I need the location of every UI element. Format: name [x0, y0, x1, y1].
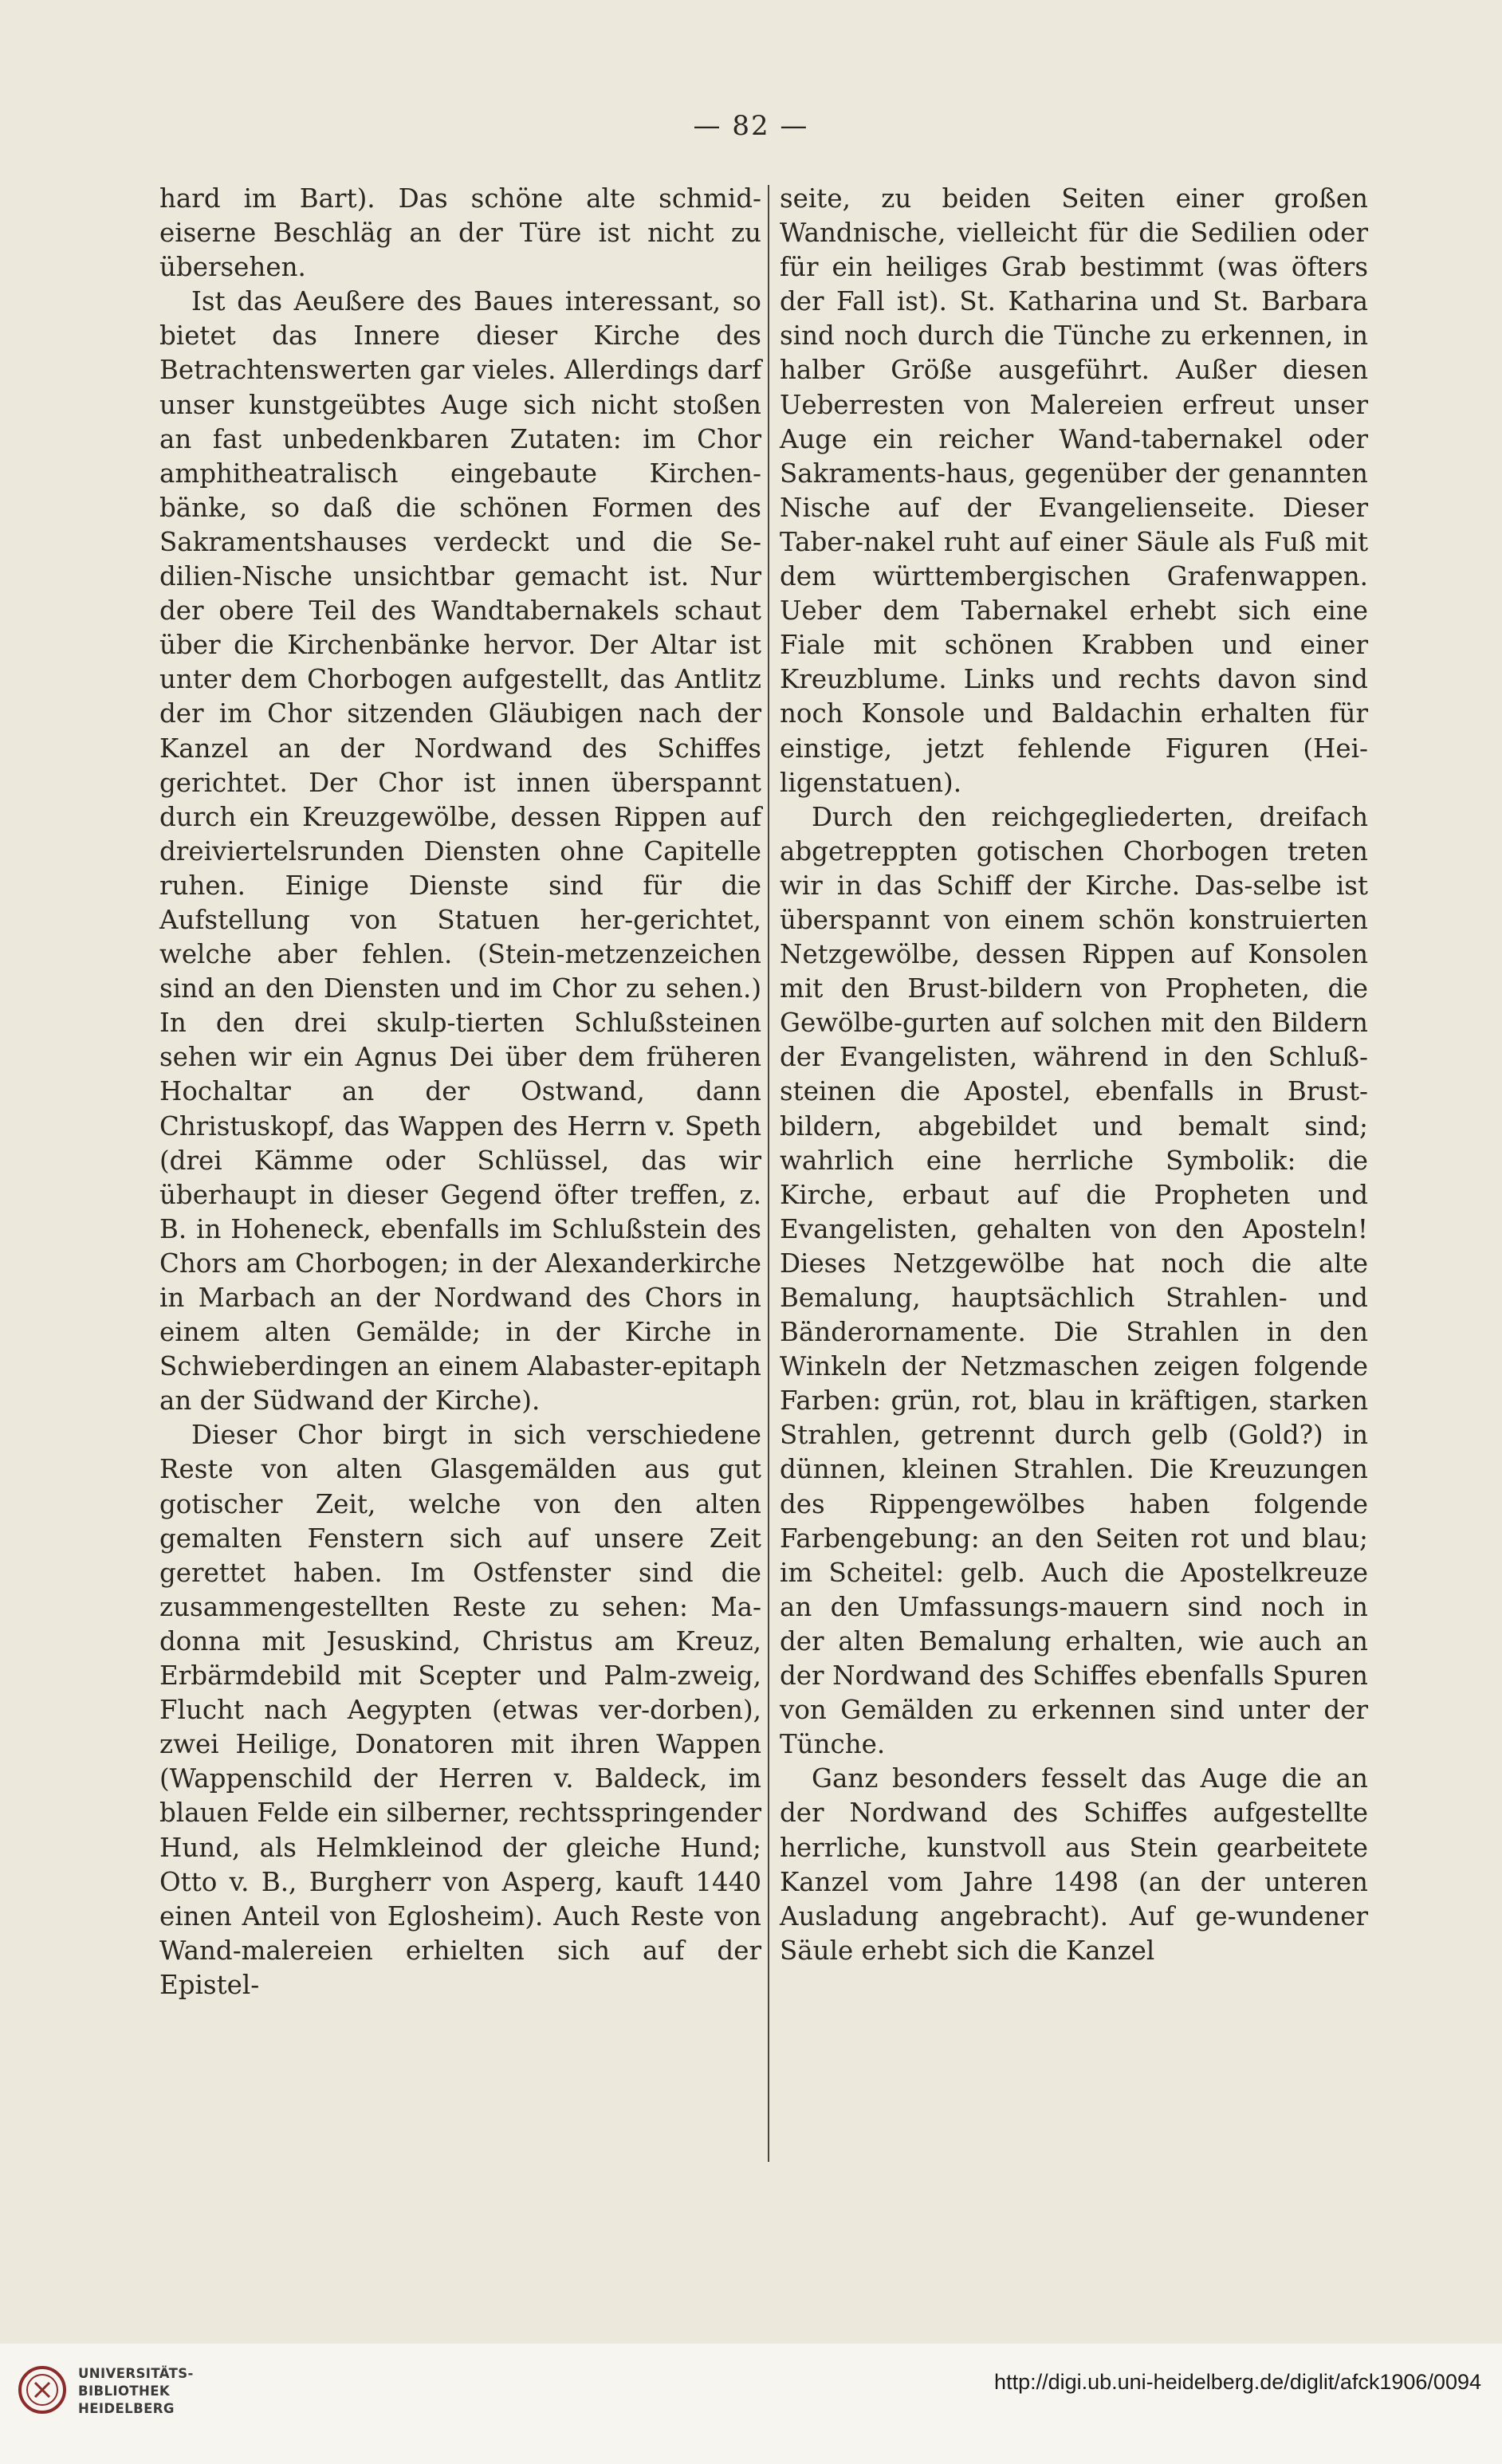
logo-line: UNIVERSITÄTS- — [78, 2366, 194, 2381]
right-column — [780, 182, 1368, 1968]
source-url-link[interactable]: http://digi.ub.uni-heidelberg.de/diglit/afck1906/0094 — [994, 2370, 1481, 2394]
logo-line: HEIDELBERG — [78, 2401, 175, 2416]
column-divider — [768, 185, 769, 2162]
paragraph: Durch den reichgegliederten, dreifach abgetreppten gotischen Chorbogen treten wir in das Schiff der Kirche. Das-selbe ist überspannt von einem schön konstruierten Netzgewölbe, dessen Rippen auf Konsolen mit den Brust-bildern von Propheten, die Gewölbe-gurten auf solchen mit den Bildern der Evangelisten, während in den Schluß-steinen die Apostel, ebenfalls in Brust-bildern, abgebildet und bemalt sind; wahrlich eine herrliche Symbolik: die Kirche, erbaut auf die Propheten und Evangelisten, gehalten von den Aposteln! Dieses Netzgewölbe hat noch die alte Bemalung, hauptsächlich Strahlen- und Bänderornamente. Die Strahlen in den Winkeln der Netzmaschen zeigen folgende Farben: grün, rot, blau in kräftigen, starken Strahlen, getrennt durch gelb (Gold?) in dünnen, kleinen Strahlen. Die Kreuzungen des Rippengewölbes haben folgende Farbengebung: an den Seiten rot und blau; im Scheitel: gelb. Auch die Apostelkreuze an den Umfassungs-mauern sind noch in der alten Bemalung erhalten, wie auch an der Nordwand des Schiffes ebenfalls Spuren von Gemälden zu erkennen sind unter der Tünche. — [780, 801, 1368, 1760]
university-seal-icon — [18, 2365, 67, 2415]
paragraph: Dieser Chor birgt in sich verschiedene Reste von alten Glasgemälden aus gut gotischer Zeit, welche von den alten gemalten Fenstern sich auf unsere Zeit gerettet haben. Im Ostfenster sind die zusammengestellten Reste zu sehen: Ma-donna mit Jesuskind, Christus am Kreuz, Erbärmdebild mit Scepter und Palm-zweig, Flucht nach Aegypten (etwas ver-dorben), zwei Heilige, Donatoren mit ihren Wappen (Wappenschild der Herren v. Baldeck, im blauen Felde ein silberner, rechtsspringender Hund, als Helmkleinod der gleiche Hund; Otto v. B., Burgherr von Asperg, kauft 1440 einen Anteil von Eglosheim). Auch Reste von Wand-malereien erhielten sich auf der Epistel- — [159, 1420, 761, 2000]
paragraph: seite, zu beiden Seiten einer großen Wandnische, vielleicht für die Sedilien oder für ein heiliges Grab bestimmt (was öfters der Fall ist). St. Katharina und St. Barbara sind noch durch die Tünche zu erkennen, in halber Größe ausgeführt. Außer diesen Ueberresten von Malereien erfreut unser Auge ein reicher Wand-tabernakel oder Sakraments-haus, gegenüber der genannten Nische auf der Evangelienseite. Dieser Taber-nakel ruht auf einer Säule als Fuß mit dem württembergischen Grafenwappen. Ueber dem Tabernakel erhebt sich eine Fiale mit schönen Krabben und einer Kreuzblume. Links und rechts davon sind noch Konsole und Baldachin erhalten für einstige, jetzt fehlende Figuren (Hei-ligenstatuen). — [780, 183, 1368, 798]
paragraph: Ist das Aeußere des Baues interessant, so bietet das Innere dieser Kirche des Betrachtenswerten gar vieles. Allerdings darf unser kunstgeübtes Auge sich nicht stoßen an fast unbedenkbaren Zutaten: im Chor amphitheatralisch eingebaute Kirchen-bänke, so daß die schönen Formen des Sakramentshauses verdeckt und die Se-dilien-Nische unsichtbar gemacht ist. Nur der obere Teil des Wandtabernakels schaut über die Kirchenbänke hervor. Der Altar ist unter dem Chorbogen aufgestellt, das Antlitz der im Chor sitzenden Gläubigen nach der Kanzel an der Nordwand des Schiffes gerichtet. Der Chor ist innen überspannt durch ein Kreuzgewölbe, dessen Rippen auf dreiviertelsrunden Diensten ohne Capitelle ruhen. Einige Dienste sind für die Aufstellung von Statuen her-gerichtet, welche aber fehlen. (Stein-metzenzeichen sind an den Diensten und im Chor zu sehen.) In den drei skulp-tierten Schlußsteinen sehen wir ein Agnus Dei über dem früheren Hochaltar an der Ostwand, dann Christuskopf, das Wappen des Herrn v. Speth (drei Kämme oder Schlüssel, das wir überhaupt in dieser Gegend öfter treffen, z. B. in Hoheneck, ebenfalls im Schlußstein des Chors am Chorbogen; in der Alexanderkirche in Marbach an der Nordwand des Chors in einem alten Gemälde; in der Kirche in Schwieberdingen an einem Alabaster-epitaph an der Südwand der Kirche). — [159, 286, 761, 1417]
logo-line: BIBLIOTHEK — [78, 2383, 171, 2399]
left-column — [159, 182, 761, 2002]
library-name — [78, 2365, 194, 2418]
paragraph: hard im Bart). Das schöne alte schmid-eiserne Beschläg an der Türe ist nicht zu übersehen. — [159, 183, 761, 283]
library-logo[interactable] — [18, 2357, 201, 2437]
paragraph: Ganz besonders fesselt das Auge die an der Nordwand des Schiffes aufgestellte herrliche, kunstvoll aus Stein gearbeitete Kanzel vom Jahre 1498 (an der unteren Ausladung angebracht). Auf ge-wundener Säule erhebt sich die Kanzel — [780, 1763, 1368, 1966]
footer-bar — [0, 2344, 1502, 2464]
page-number: — 82 — — [693, 110, 809, 142]
